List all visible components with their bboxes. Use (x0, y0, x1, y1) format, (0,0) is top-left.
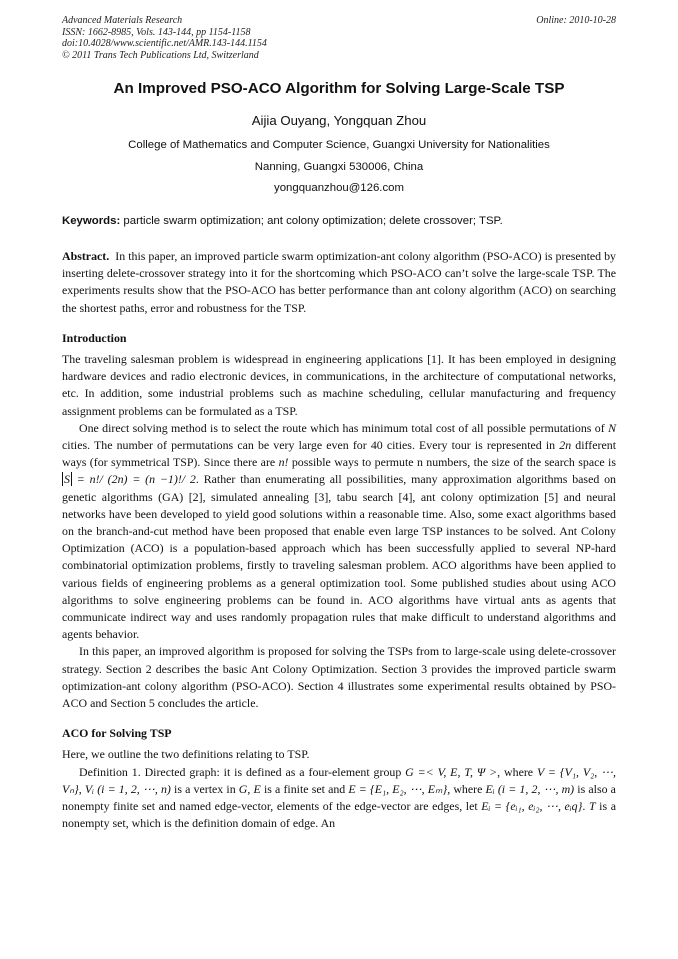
journal-header (62, 15, 616, 61)
intro-paragraph-3: In this paper, an improved algorithm is proposed for solving the TSPs from to large-scale using delete-crossover strategy. Section 2 describes the basic Ant Colony Optimization. Section 3 provides the improved particle swarm optimization-ant colony algorithm (PSO-ACO). Section 4 illustrates some experimental results obtained by PSO-ACO and Section 5 concludes the article. (62, 644, 616, 711)
paper-title: An Improved PSO-ACO Algorithm for Solving Large-Scale TSP (113, 80, 565, 97)
affiliation-line-2: Nanning, Guangxi 530006, China (254, 161, 424, 173)
abstract-text: In this paper, an improved particle swarm optimization-ant colony algorithm (PSO-ACO) is presented by inserting delete-crossover strategy into it for the shortcoming which PSO-ACO can’t solve the large-scale TSP. The experiments results show that the PSO-ACO has better performance than ant colony algorithm (ACO) on searching the shortest paths, error and robustness for the TSP. (62, 249, 617, 315)
affiliation-line-1: College of Mathematics and Computer Science, Guangxi University for Nationalities (128, 139, 550, 151)
issn-line: ISSN: 1662-8985, Vols. 143-144, pp 1154-1158 (62, 26, 251, 38)
definition-1: Definition 1. Directed graph: it is defined as a four-element group G =< V, E, T, Ψ >, where V = {V₁, V₂, ⋯, Vₙ}, Vᵢ (i = 1, 2, ⋯, n) is a vertex in G, E is a finite set and E = {E₁, E₂, ⋯, Eₘ}, where Eᵢ (i = 1, 2, ⋯, m) is also a nonempty finite set and named edge-vector, elements of the edge-vector are edges, let Eᵢ = {eᵢ₁, eᵢ₂, ⋯, eᵢq}. T is a nonempty set, which is the definition domain of edge. An (62, 764, 616, 831)
online-date: Online: 2010-10-28 (536, 15, 616, 26)
abstract-label: Abstract. (62, 249, 110, 263)
paper-authors: Aijia Ouyang, Yongquan Zhou (251, 113, 427, 128)
section-heading-introduction: Introduction (62, 330, 127, 345)
aco-paragraph-1: Here, we outline the two definitions relating to TSP. (62, 747, 310, 762)
intro-paragraph-1: The traveling salesman problem is widespread in engineering applications [1]. It has been employed in designing hardware devices and radio electronic devices, in communications, in the architecture of computational networks, etc. In addition, some industrial problems such as machine scheduling, cellular manufacturing and frequency assignment problems can be formulated as a TSP. (62, 352, 616, 418)
doi-line: doi:10.4028/www.scientific.net/AMR.143-144.1154 (62, 38, 267, 49)
keywords (62, 215, 616, 227)
abstract (62, 248, 616, 317)
journal-name: Advanced Materials Research (62, 15, 183, 26)
search-space-formula: S (64, 472, 70, 487)
keywords-label: Keywords: (62, 215, 121, 227)
keywords-text: particle swarm optimization; ant colony optimization; delete crossover; TSP. (123, 215, 503, 227)
section-heading-aco: ACO for Solving TSP (62, 726, 172, 741)
author-email: yongquanzhou@126.com (274, 182, 404, 194)
paper-body (62, 248, 616, 833)
copyright-line: © 2011 Trans Tech Publications Ltd, Switzerland (62, 49, 259, 61)
intro-paragraph-2: One direct solving method is to select the route which has minimum total cost of all possible permutations of N cities. The number of permutations can be very large even for 40 cities. Every tour is represented in 2n different ways (for symmetrical TSP). Since there are n! possible ways to permute n numbers, the size of the search space is S = n!/ (2n) = (n −1)!/ 2. Rather than enumerating all possibilities, many approximation algorithms based on genetic algorithms (GA) [2], simulated annealing [3], tabu search [4], ant colony optimization [5] and neural networks have been developed to yield good solutions within a reasonable time. Also, some exact algorithms based on the branch-and-cut method have been proposed that enable even large TSP instances to be solved. Ant Colony Optimization (ACO) is a population-based approach which has been successfully applied to several NP-hard combinatorial optimization problems, firstly to traveling salesman problem. ACO algorithms have been applied to various fields of engineering problems as a general optimization tool. Some published studies about using ACO algorithms to solve engineering problems can be found in. ACO algorithms have virtual ants as agents that communicate indirect way and uses randomly propagation rules that make difficult to understand algorithms and agents behavior. (62, 420, 617, 642)
